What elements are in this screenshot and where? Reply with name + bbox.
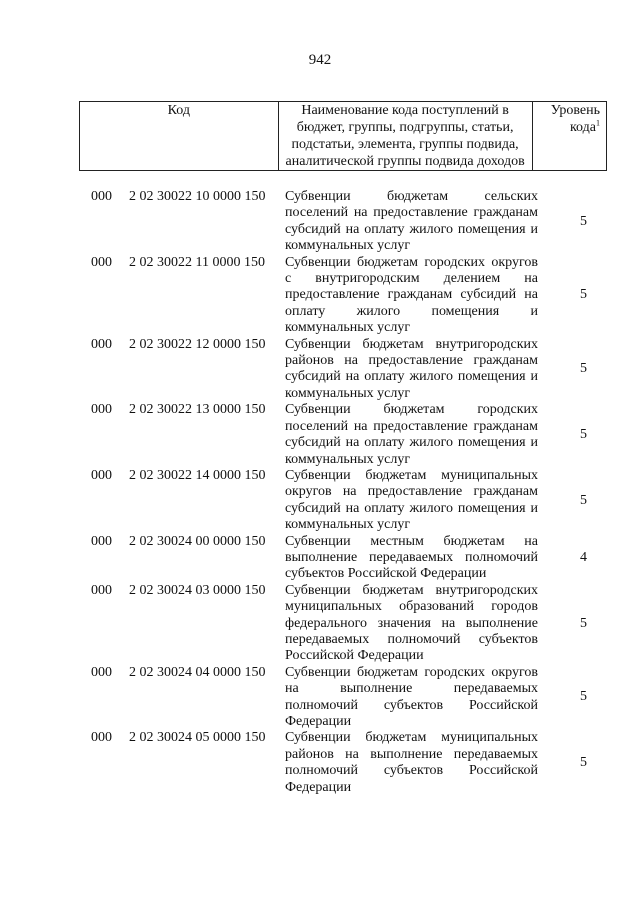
admin-code: 000: [91, 664, 112, 680]
code-level: 5: [580, 361, 587, 377]
income-code: 2 02 30024 05 0000 150: [129, 730, 266, 746]
code-level: 4: [580, 549, 587, 565]
income-name: Субвенции бюджетам муниципальных округов на предоставление гражданам субсидий на оплату жилого помещения и коммунальных услуг: [285, 467, 538, 533]
income-name: Субвенции бюджетам сельских поселений на предоставление гражданам субсидий на оплату жилого помещения и коммунальных услуг: [285, 189, 538, 254]
income-name: Субвенции бюджетам городских округов на выполнение передаваемых полномочий субъектов Российской Федерации: [285, 664, 538, 729]
table-header: [79, 101, 607, 171]
income-code: 2 02 30022 11 0000 150: [129, 254, 265, 270]
income-code: 2 02 30022 13 0000 150: [129, 402, 266, 418]
income-name: Субвенции бюджетам муниципальных районов на выполнение передаваемых полномочий субъектов Российской Федерации: [285, 730, 538, 795]
income-name: Субвенции бюджетам внутригородских муниципальных образований городов федерального значения на выполнение передаваемых полномочий субъектов Российской Федерации: [285, 582, 538, 664]
header-level-cell: [532, 102, 606, 171]
code-level: 5: [580, 287, 587, 303]
income-name: Субвенции местным бюджетам на выполнение передаваемых полномочий субъектов Российской Федерации: [285, 533, 538, 582]
income-code: 2 02 30024 04 0000 150: [129, 664, 266, 680]
table-row: [79, 583, 607, 665]
admin-code: 000: [91, 533, 112, 549]
income-code: 2 02 30024 00 0000 150: [129, 533, 266, 549]
admin-code: 000: [91, 402, 112, 418]
code-level: 5: [580, 213, 587, 229]
admin-code: 000: [91, 582, 112, 598]
admin-code: 000: [91, 730, 112, 746]
footnote-marker: 1: [596, 118, 600, 128]
header-code-cell: Код: [80, 102, 279, 171]
admin-code: 000: [91, 189, 112, 204]
table-row: [79, 337, 607, 403]
income-code: 2 02 30022 10 0000 150: [129, 189, 266, 204]
code-level: 5: [580, 615, 587, 631]
code-level: 5: [580, 426, 587, 442]
table-row: [79, 665, 607, 731]
code-level: 5: [580, 755, 587, 771]
admin-code: 000: [91, 467, 112, 483]
code-level: 5: [580, 689, 587, 705]
table-row: [79, 402, 607, 468]
admin-code: 000: [91, 336, 112, 352]
header-name-cell: Наименование кода поступлений в бюджет, группы, подгруппы, статьи, подстатьи, элемента, группы подвида, аналитической группы подвида доходов: [278, 102, 532, 171]
income-name: Субвенции бюджетам городских округов с внутригородским делением на предоставление гражданам субсидий на оплату жилого помещения и коммунальных услуг: [285, 254, 538, 336]
header-level-label: Уровень кода: [550, 103, 600, 135]
income-name: Субвенции бюджетам внутригородских районов на предоставление гражданам субсидий на оплату жилого помещения и коммунальных услуг: [285, 336, 538, 401]
income-name: Субвенции бюджетам городских поселений на предоставление гражданам субсидий на оплату жилого помещения и коммунальных услуг: [285, 402, 538, 467]
page-number: 942: [308, 52, 332, 68]
code-level: 5: [580, 492, 587, 508]
table-row: [79, 534, 607, 583]
admin-code: 000: [91, 254, 112, 270]
table-row: [79, 468, 607, 534]
income-code: 2 02 30022 12 0000 150: [129, 336, 266, 352]
income-code-list: [79, 189, 607, 796]
income-code: 2 02 30022 14 0000 150: [129, 467, 266, 483]
table-row: [79, 730, 607, 796]
table-row: [79, 255, 607, 337]
table-row: [79, 189, 607, 255]
income-code: 2 02 30024 03 0000 150: [129, 582, 266, 598]
